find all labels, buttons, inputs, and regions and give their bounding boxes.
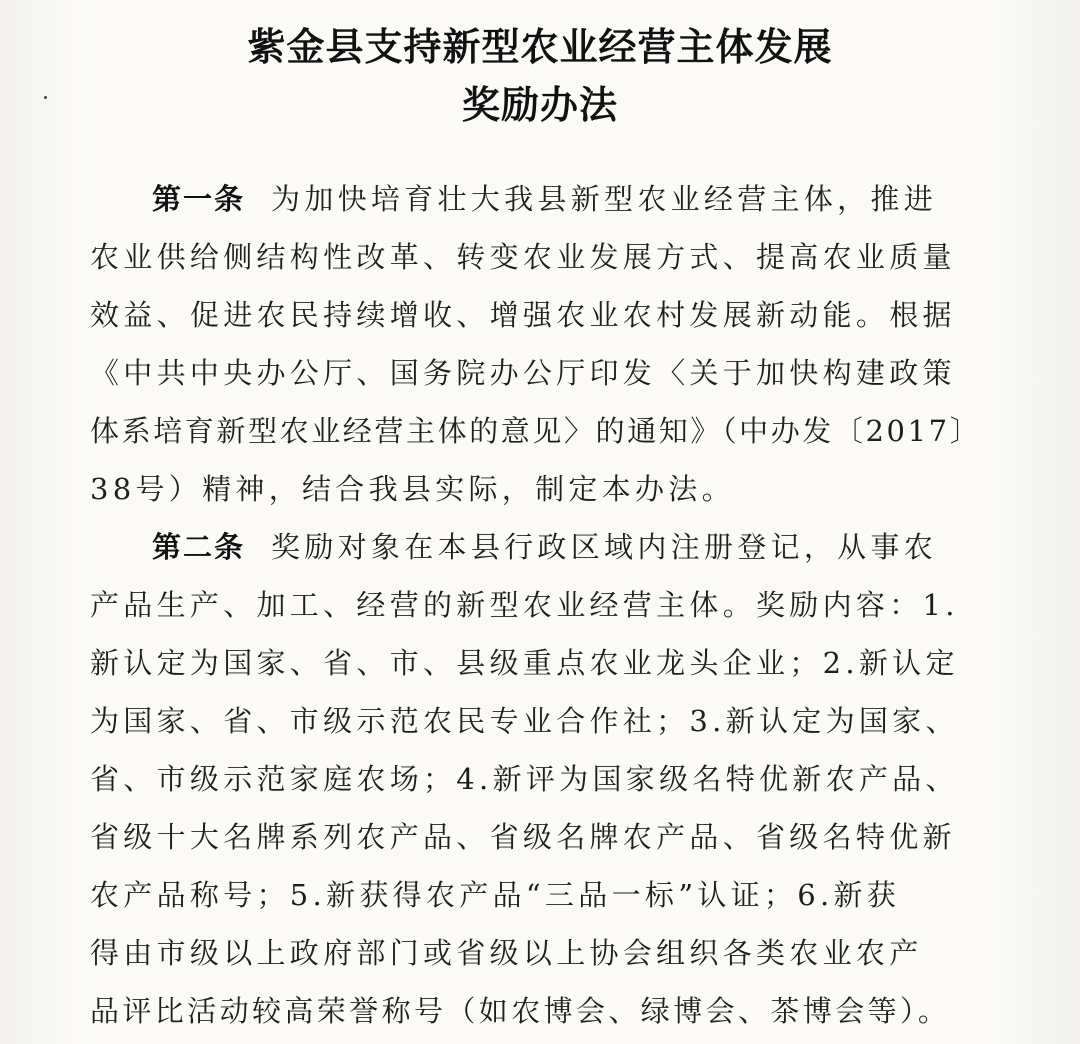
article-2-text: 奖励对象在本县行政区域内注册登记，从事农 bbox=[271, 530, 938, 564]
document-body bbox=[90, 170, 995, 1040]
article-1-label: 第一条 bbox=[152, 182, 246, 216]
article-2-line-8: 得由市级以上政府部门或省级以上协会组织各类农业农产 bbox=[90, 936, 923, 970]
article-2-line-4: 为国家、省、市级示范农民专业合作社；3.新认定为国家、 bbox=[90, 704, 959, 738]
article-1-line-3: 效益、促进农民持续增收、增强农业农村发展新动能。根据 bbox=[90, 298, 956, 332]
article-2-label: 第二条 bbox=[152, 530, 246, 564]
article-2-line-9: 品评比活动较高荣誉称号（如农博会、绿博会、茶博会等）。 bbox=[90, 994, 951, 1028]
document-title-line-2: 奖励办法 bbox=[461, 83, 618, 127]
article-1-line-6: 38号）精神，结合我县实际，制定本办法。 bbox=[90, 472, 735, 506]
article-1-line-2: 农业供给侧结构性改革、转变农业发展方式、提高农业质量 bbox=[90, 240, 956, 274]
article-2-line-2: 产品生产、加工、经营的新型农业经营主体。奖励内容：1. bbox=[90, 588, 959, 622]
article-2-line-1 bbox=[90, 518, 995, 576]
article-1-line-5: 体系培育新型农业经营主体的意见〉的通知》（中办发〔2017〕 bbox=[90, 414, 982, 448]
article-2-line-3: 新认定为国家、省、市、县级重点农业龙头企业；2.新认定 bbox=[90, 646, 959, 680]
article-2-line-6: 省级十大名牌系列农产品、省级名牌农产品、省级名特优新 bbox=[90, 820, 956, 854]
article-1-text: 为加快培育壮大我县新型农业经营主体，推进 bbox=[271, 182, 938, 216]
article-1-line-1 bbox=[90, 170, 995, 228]
document-title-line-1: 紫金县支持新型农业经营主体发展 bbox=[247, 25, 833, 69]
article-2-line-5: 省、市级示范家庭农场；4.新评为国家级名特优新农产品、 bbox=[90, 762, 959, 796]
article-1-line-4: 《中共中央办公厅、国务院办公厅印发〈关于加快构建政策 bbox=[90, 356, 956, 390]
article-2-line-7: 农产品称号；5.新获得农产品“三品一标”认证；6.新获 bbox=[90, 878, 901, 912]
